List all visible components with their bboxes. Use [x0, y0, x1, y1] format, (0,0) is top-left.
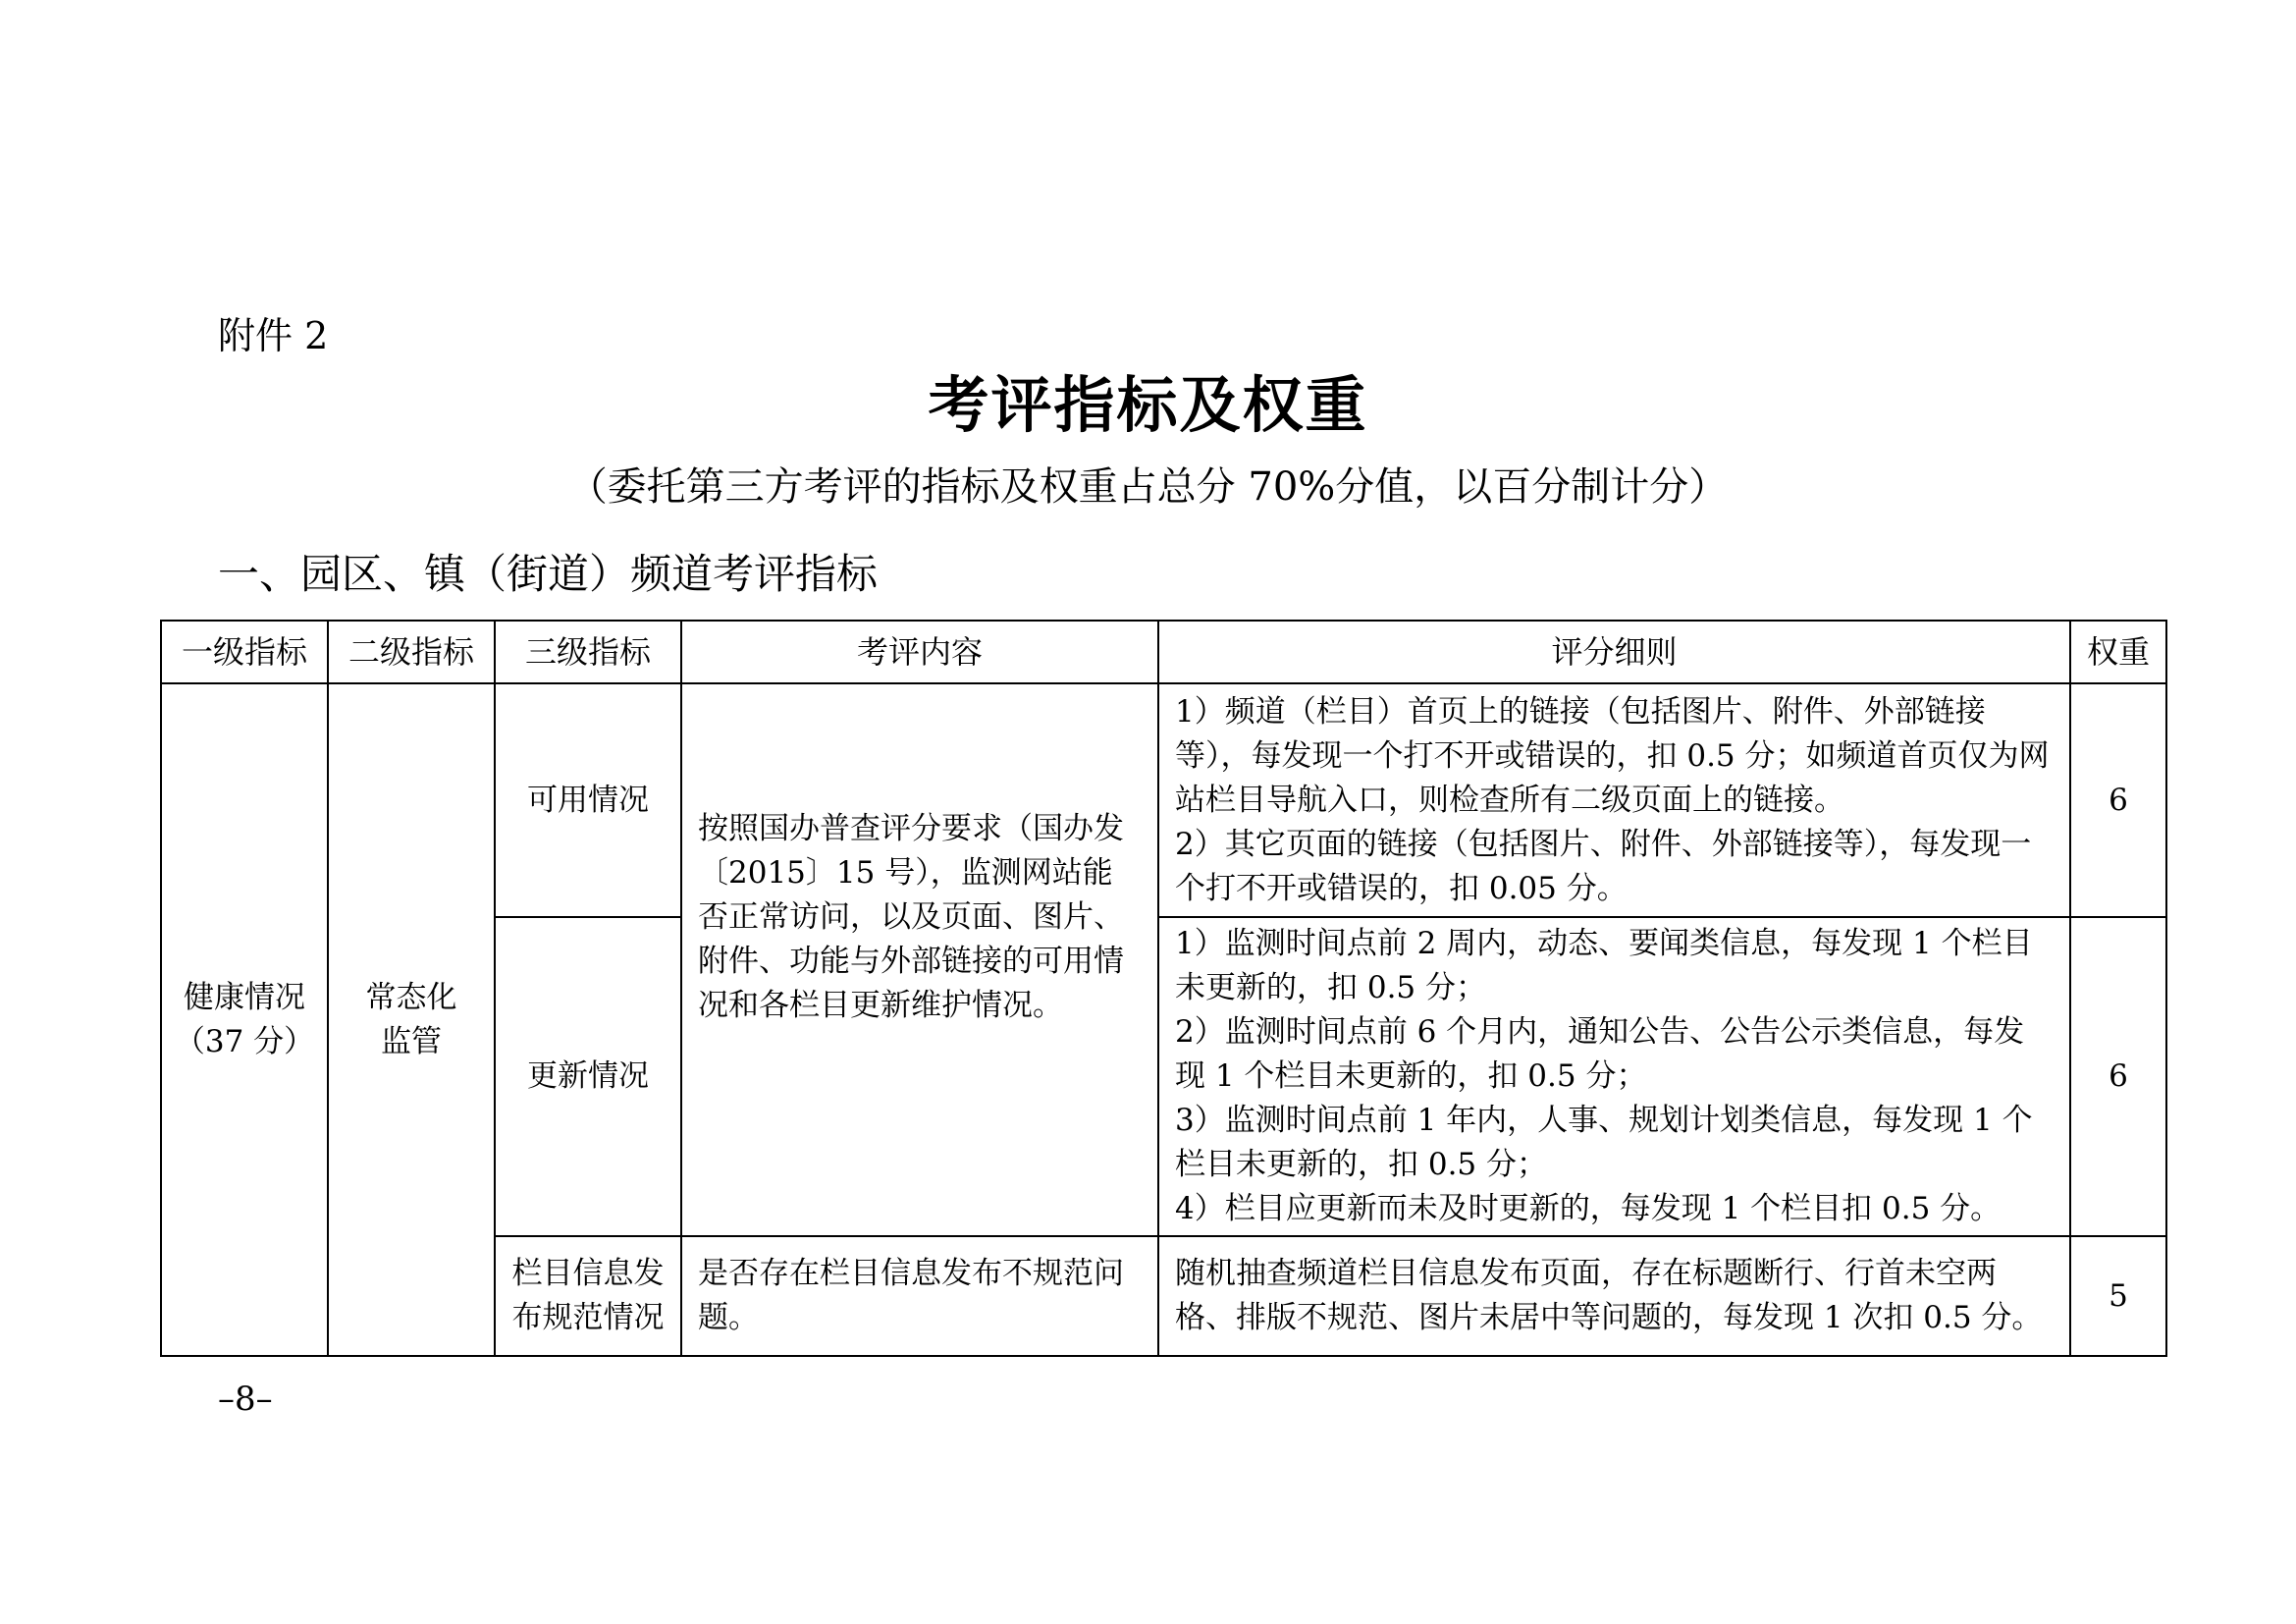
rules-cell — [1158, 1236, 2070, 1356]
page-number: –8– — [218, 1380, 273, 1419]
weight-cell: 6 — [2070, 683, 2166, 917]
rule-line: 2）监测时间点前 6 个月内，通知公告、公告公示类信息，每发现 1 个栏目未更新的，扣 0.5 分； — [1175, 1014, 2025, 1094]
page-title: 考评指标及权重 — [928, 369, 1368, 441]
level3-cell: 可用情况 — [495, 683, 681, 917]
header-level1: 一级指标 — [161, 621, 328, 683]
weight-cell: 5 — [2070, 1236, 2166, 1356]
rules-cell — [1158, 683, 2070, 917]
level2-line1: 常态化 — [365, 979, 457, 1015]
content-cell: 按照国办普查评分要求（国办发〔2015〕15 号），监测网站能否正常访问，以及页面、图片、附件、功能与外部链接的可用情况和各栏目更新维护情况。 — [681, 683, 1158, 1236]
rule-line: 1）监测时间点前 2 周内，动态、要闻类信息，每发现 1 个栏目未更新的，扣 0.5 分； — [1175, 926, 2033, 1005]
rule-line: 随机抽查频道栏目信息发布页面，存在标题断行、行首未空两格、排版不规范、图片未居中等问题的，每发现 1 次扣 0.5 分。 — [1175, 1256, 2043, 1335]
rule-line: 4）栏目应更新而未及时更新的，每发现 1 个栏目扣 0.5 分。 — [1175, 1191, 2002, 1226]
header-weight: 权重 — [2070, 621, 2166, 683]
level2-line2: 监管 — [381, 1023, 442, 1059]
attachment-label: 附件 2 — [218, 314, 329, 357]
weight-cell: 6 — [2070, 917, 2166, 1236]
level3-cell: 栏目信息发布规范情况 — [495, 1236, 681, 1356]
section-heading: 一、园区、镇（街道）频道考评指标 — [218, 550, 879, 598]
header-level2: 二级指标 — [328, 621, 495, 683]
page-subtitle: （委托第三方考评的指标及权重占总分 70%分值，以百分制计分） — [567, 464, 1729, 510]
header-rules: 评分细则 — [1158, 621, 2070, 683]
rule-line: 3）监测时间点前 1 年内，人事、规划计划类信息，每发现 1 个栏目未更新的，扣 0.5 分； — [1175, 1103, 2033, 1182]
table-row — [161, 683, 2166, 917]
level3-cell: 更新情况 — [495, 917, 681, 1236]
level1-score: （37 分） — [174, 1023, 315, 1059]
evaluation-table — [160, 620, 2167, 1357]
table-header-row — [161, 621, 2166, 683]
level1-name: 健康情况 — [184, 979, 305, 1015]
header-content: 考评内容 — [681, 621, 1158, 683]
level2-cell — [328, 683, 495, 1356]
rule-line: 1）频道（栏目）首页上的链接（包括图片、附件、外部链接等），每发现一个打不开或错误的，扣 0.5 分；如频道首页仅为网站栏目导航入口，则检查所有二级页面上的链接。 — [1175, 693, 2050, 818]
level1-cell — [161, 683, 328, 1356]
header-level3: 三级指标 — [495, 621, 681, 683]
rule-line: 2）其它页面的链接（包括图片、附件、外部链接等），每发现一个打不开或错误的，扣 0.05 分。 — [1175, 826, 2032, 906]
content-cell: 是否存在栏目信息发布不规范问题。 — [681, 1236, 1158, 1356]
rules-cell — [1158, 917, 2070, 1236]
